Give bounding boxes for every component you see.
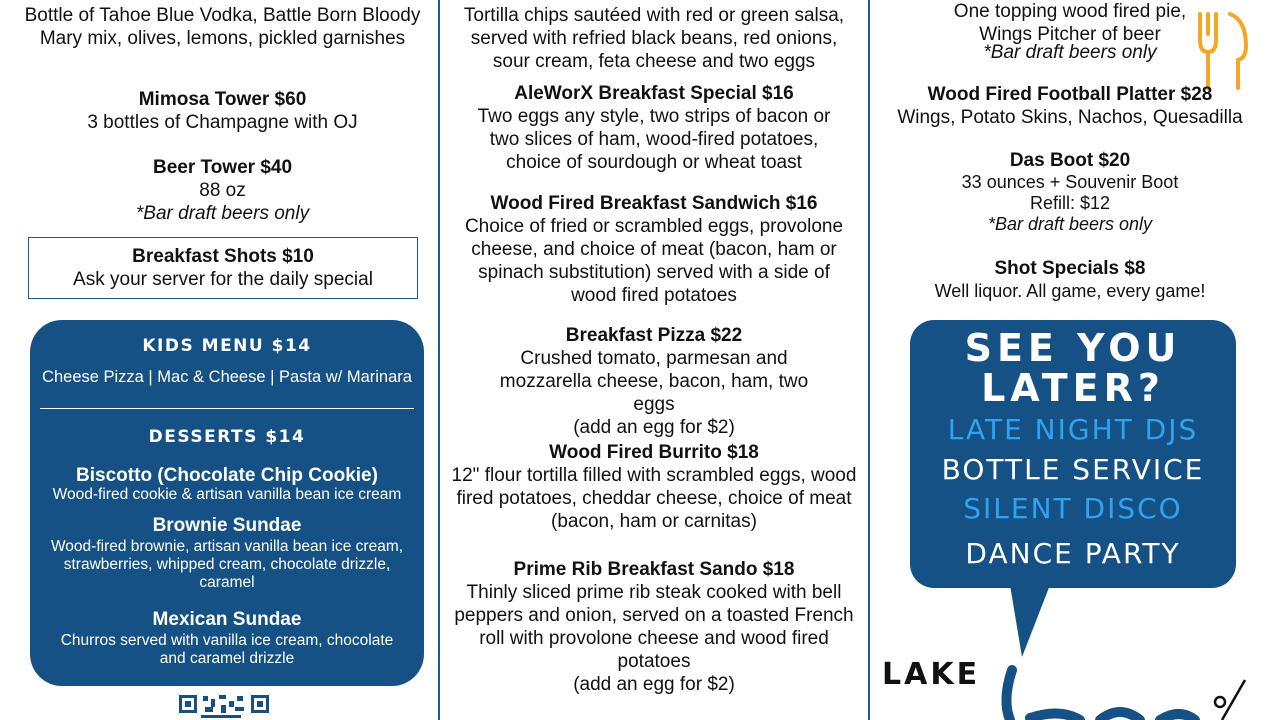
column-right <box>880 0 1260 720</box>
column-middle <box>450 0 858 720</box>
football-platter-title: Wood Fired Football Platter $28 <box>927 84 1213 105</box>
prime-rib-item <box>450 558 858 696</box>
qr-code-icon[interactable] <box>177 693 271 720</box>
breakfast-pizza-title: Breakfast Pizza $22 <box>565 325 743 346</box>
beer-tower-oz: 88 oz <box>199 180 246 201</box>
see-you-heading: SEE YOU <box>964 326 1182 370</box>
beer-tower-note: *Bar draft beers only <box>135 203 310 224</box>
beer-tower-title: Beer Tower $40 <box>152 157 293 178</box>
dessert-1-desc: Wood-fired cookie & artisan vanilla bean ice cream <box>52 486 402 503</box>
mimosa-tower-desc: 3 bottles of Champagne with OJ <box>87 112 358 133</box>
bottle-service: BOTTLE SERVICE <box>941 453 1205 486</box>
breakfast-special-title: AleWorX Breakfast Special $16 <box>514 83 794 104</box>
das-boot-title: Das Boot $20 <box>1009 150 1131 171</box>
breakfast-shots-title: Breakfast Shots $10 <box>132 246 314 267</box>
dance-party: DANCE PARTY <box>965 537 1181 570</box>
das-boot-note: *Bar draft beers only <box>987 214 1153 234</box>
burrito-title: Wood Fired Burrito $18 <box>549 442 759 463</box>
late-night-djs: LATE NIGHT DJS <box>947 413 1199 446</box>
column-divider-1 <box>438 0 440 720</box>
column-left <box>20 0 425 720</box>
fork-knife-icon <box>1194 10 1252 94</box>
breakfast-sandwich-title: Wood Fired Breakfast Sandwich $16 <box>490 193 818 214</box>
lake-tahoe-logo-icon <box>990 660 1250 720</box>
das-boot-refill: Refill: $12 <box>1029 193 1111 213</box>
mimosa-tower-item <box>20 88 425 134</box>
breakfast-pizza-desc: Crushed tomato, parmesan and mozzarella cheese, bacon, ham, two eggs <box>499 348 809 415</box>
dessert-3-title: Mexican Sundae <box>152 609 302 630</box>
mimosa-tower-title: Mimosa Tower $60 <box>138 89 307 110</box>
burrito-item <box>450 441 858 533</box>
breakfast-special-desc: Two eggs any style, two strips of bacon or two slices of ham, wood-fired potatoes, choice of sourdough or wheat toast <box>477 106 831 173</box>
prime-rib-note: (add an egg for $2) <box>573 674 735 695</box>
kids-menu-items: Cheese Pizza | Mac & Cheese | Pasta w/ Marinara <box>42 368 412 386</box>
breakfast-shots-desc: Ask your server for the daily special <box>73 269 373 290</box>
breakfast-pizza-note: (add an egg for $2) <box>573 417 735 438</box>
bubble-tail <box>1010 585 1050 660</box>
das-boot-item <box>880 149 1260 235</box>
bloody-mary-desc: Bottle of Tahoe Blue Vodka, Battle Born Bloody Mary mix, olives, lemons, pickled garnishes <box>24 5 421 49</box>
shot-specials-item <box>880 257 1260 303</box>
shot-specials-desc: Well liquor. All game, every game! <box>934 281 1206 301</box>
silent-disco: SILENT DISCO <box>963 492 1183 525</box>
desserts-title: DESSERTS $14 <box>148 427 306 447</box>
kids-desserts-panel <box>30 320 424 686</box>
breakfast-sandwich-item <box>450 192 858 307</box>
breakfast-sandwich-desc: Choice of fried or scrambled eggs, provolone cheese, and choice of meat (bacon, ham or spinach substitution) served with a side of wood fired potatoes <box>464 216 844 306</box>
game-bucket-desc: One topping wood fired pie, Wings Pitcher of beer <box>953 1 1187 45</box>
dessert-2-desc: Wood-fired brownie, artisan vanilla bean ice cream, strawberries, whipped cream, chocolate drizzle, caramel <box>50 538 404 591</box>
chilaquiles-desc: Tortilla chips sautéed with red or green salsa, served with refried black beans, red onions, sour cream, feta cheese and two eggs <box>463 5 845 72</box>
shot-specials-title: Shot Specials $8 <box>994 258 1146 279</box>
breakfast-shots-box <box>28 237 418 299</box>
burrito-desc: 12" flour tortilla filled with scrambled eggs, wood fired potatoes, cheddar cheese, choice of meat (bacon, ham or carnitas) <box>451 465 857 532</box>
column-divider-2 <box>868 0 870 720</box>
dessert-3-desc: Churros served with vanilla ice cream, chocolate and caramel drizzle <box>60 632 394 667</box>
see-you-later-bubble <box>910 320 1236 588</box>
football-platter-item <box>880 83 1260 129</box>
football-platter-desc: Wings, Potato Skins, Nachos, Quesadilla <box>897 107 1243 128</box>
panel-divider <box>40 408 414 409</box>
later-heading: LATER? <box>981 366 1165 410</box>
lake-logo-text: LAKE <box>882 657 981 692</box>
prime-rib-desc: Thinly sliced prime rib steak cooked with bell peppers and onion, served on a toasted French roll with provolone cheese and wood fired potatoes <box>454 582 854 672</box>
game-bucket-note: *Bar draft beers only <box>983 42 1157 63</box>
prime-rib-title: Prime Rib Breakfast Sando $18 <box>513 559 795 580</box>
beer-tower-item <box>20 156 425 225</box>
kids-menu-title: KIDS MENU $14 <box>142 336 312 356</box>
dessert-2-title: Brownie Sundae <box>152 515 302 536</box>
breakfast-special-item <box>450 82 858 174</box>
das-boot-desc: 33 ounces + Souvenir Boot <box>961 172 1179 192</box>
dessert-1-title: Biscotto (Chocolate Chip Cookie) <box>76 465 378 486</box>
breakfast-pizza-item <box>450 324 858 439</box>
